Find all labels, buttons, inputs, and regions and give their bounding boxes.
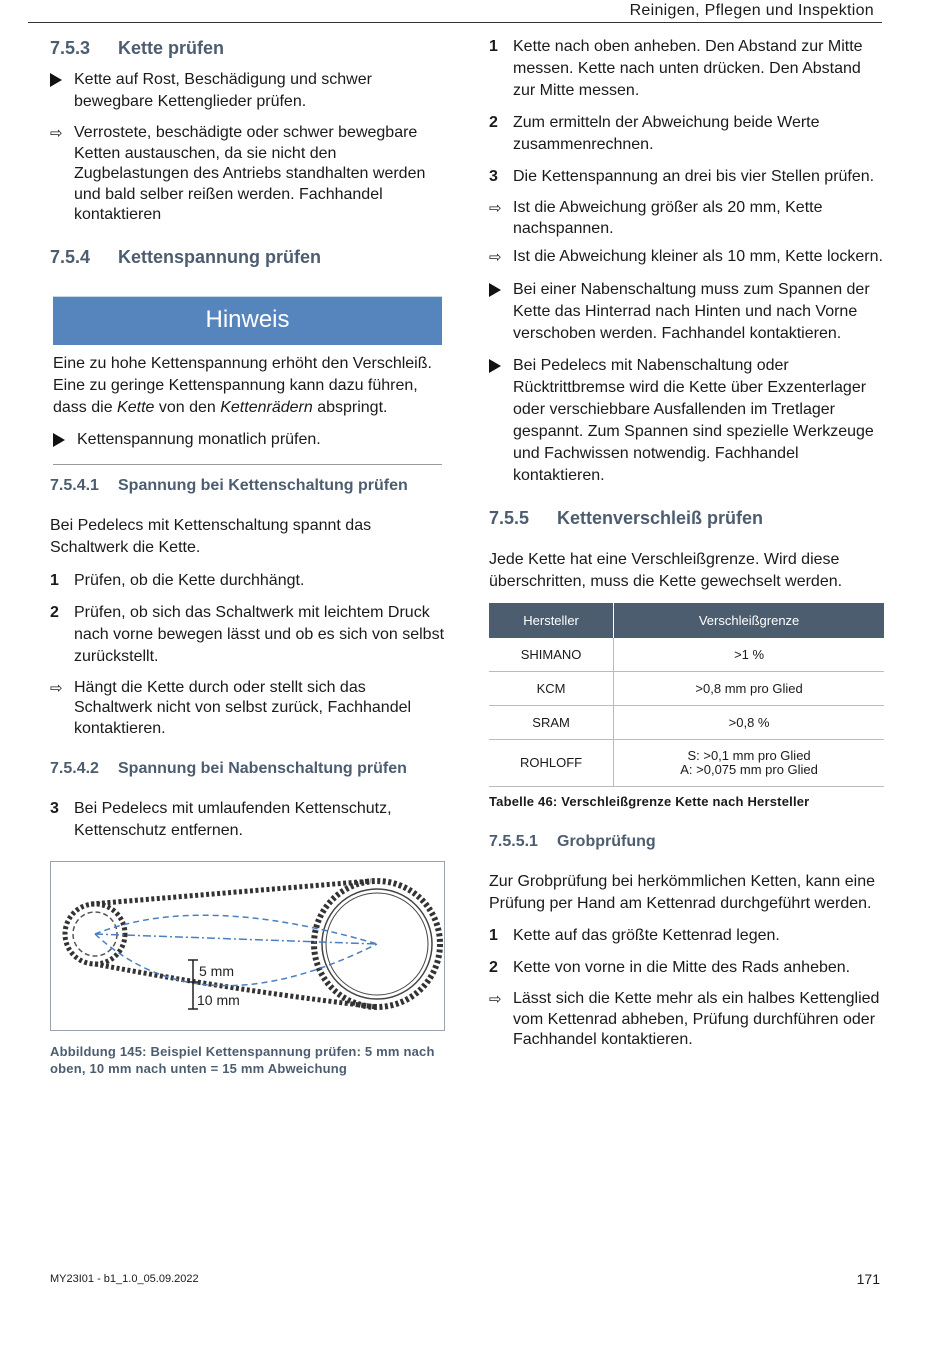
right-column bbox=[489, 36, 884, 1051]
column-header: Hersteller bbox=[489, 603, 614, 638]
step-item: 1 Prüfen, ob die Kette durchhängt. bbox=[50, 571, 305, 589]
header-rule bbox=[28, 22, 882, 23]
section-heading-7-5-4-2: 7.5.4.2 Spannung bei Nabenschaltung prüfen bbox=[50, 760, 407, 777]
step-item: 3 Die Kettenspannung an drei bis vier Stellen prüfen. bbox=[489, 168, 875, 185]
column-header: Verschleißgrenze bbox=[614, 603, 884, 638]
table-row: SRAM >0,8 % bbox=[489, 706, 884, 740]
action-item: Kettenspannung monatlich prüfen. bbox=[53, 429, 445, 454]
label-10mm: 10 mm bbox=[197, 992, 240, 1008]
hinweis-rule bbox=[53, 464, 442, 465]
action-item: Bei einer Nabenschaltung muss zum Spannen der Kette das Hinterrad nach Hinten und nach Vorne verschoben werden. Fachhandel kontaktieren. bbox=[489, 279, 884, 345]
result-item: ⇨ Ist die Abweichung größer als 20 mm, Kette nachspannen. bbox=[489, 198, 884, 239]
result-arrow-icon: ⇨ bbox=[50, 679, 63, 697]
chain-tension-figure bbox=[50, 861, 445, 1031]
table-header-row bbox=[489, 603, 884, 638]
wear-limit-table bbox=[489, 603, 884, 787]
hinweis-notice bbox=[50, 296, 445, 465]
section-heading-7-5-5-1: 7.5.5.1 Grobprüfung bbox=[489, 833, 656, 850]
result-arrow-icon: ⇨ bbox=[489, 200, 502, 217]
hinweis-text: Eine zu hohe Kettenspannung erhöht den Verschleiß. Eine zu geringe Kettenspannung kann dazu führen, dass die Kette von den Kettenrädern abspringt. bbox=[53, 354, 432, 416]
table-caption: Tabelle 46: Verschleißgrenze Kette nach Hersteller bbox=[489, 794, 810, 809]
step-item: 2 Kette von vorne in die Mitte des Rads anheben. bbox=[489, 959, 851, 976]
left-column bbox=[50, 36, 445, 1077]
result-item: ⇨ Ist die Abweichung kleiner als 10 mm, Kette lockern. bbox=[489, 247, 884, 269]
action-triangle-icon bbox=[489, 283, 501, 297]
result-arrow-icon: ⇨ bbox=[489, 991, 502, 1008]
step-item: 3 Bei Pedelecs mit umlaufenden Kettenschutz, Kettenschutz entfernen. bbox=[50, 800, 392, 839]
result-item: ⇨ Lässt sich die Kette mehr als ein halbes Kettenglied vom Kettenrad abheben, Prüfung durchführen oder Fachhandel kontaktieren. bbox=[489, 989, 884, 1051]
action-item: Bei Pedelecs mit Nabenschaltung oder Rücktrittbremse wird die Kette über Exzenterlager oder verschiebbare Ausfallenden im Tretlager gespannt. Zum Spannen sind spezielle Werkzeuge und Fachwissen notwendig. Fachhandel kontaktieren. bbox=[489, 355, 884, 487]
footer-doc-id: MY23I01 - b1_1.0_05.09.2022 bbox=[50, 1273, 199, 1285]
action-triangle-icon bbox=[53, 433, 65, 447]
action-triangle-icon bbox=[489, 359, 501, 373]
table-row: KCM >0,8 mm pro Glied bbox=[489, 672, 884, 706]
step-item: 2 Zum ermitteln der Abweichung beide Werte zusammenrechnen. bbox=[489, 114, 820, 153]
label-5mm: 5 mm bbox=[199, 963, 234, 979]
step-item: 1 Kette nach oben anheben. Den Abstand zur Mitte messen. Kette nach unten drücken. Den Abstand zur Mitte messen. bbox=[489, 38, 863, 99]
figure-caption: Abbildung 145: Beispiel Kettenspannung prüfen: 5 mm nach oben, 10 mm nach unten = 15 mm Abweichung bbox=[50, 1044, 435, 1076]
paragraph: Jede Kette hat eine Verschleißgrenze. Wird diese überschritten, muss die Kette gewechselt werden. bbox=[489, 551, 843, 590]
result-item: ⇨ Hängt die Kette durch oder stellt sich das Schaltwerk nicht von selbst zurück, Fachhandel kontaktieren. bbox=[50, 678, 445, 740]
result-item: ⇨ Verrostete, beschädigte oder schwer bewegbare Ketten austauschen, da sie nicht den Zugbelastungen des Antriebs standhalten werden und bald selber reißen werden. Fachhandel kontaktieren bbox=[50, 123, 445, 226]
chain-drive-illustration bbox=[51, 862, 444, 1028]
paragraph: Bei Pedelecs mit Kettenschaltung spannt das Schaltwerk die Kette. bbox=[50, 516, 372, 556]
result-arrow-icon: ⇨ bbox=[489, 249, 502, 266]
section-heading-7-5-4: 7.5.4 Kettenspannung prüfen bbox=[50, 246, 321, 267]
table-row: ROHLOFF S: >0,1 mm pro Glied A: >0,075 mm pro Glied bbox=[489, 740, 884, 787]
section-heading-7-5-5: 7.5.5 Kettenverschleiß prüfen bbox=[489, 508, 764, 528]
paragraph: Zur Grobprüfung bei herkömmlichen Ketten, kann eine Prüfung per Hand am Kettenrad durchgeführt werden. bbox=[489, 873, 875, 912]
action-triangle-icon bbox=[50, 73, 62, 87]
page-number: 171 bbox=[856, 1271, 880, 1287]
step-item: 1 Kette auf das größte Kettenrad legen. bbox=[489, 927, 780, 944]
action-item: Kette auf Rost, Beschädigung und schwer bewegbare Kettenglieder prüfen. bbox=[50, 69, 445, 113]
running-header: Reinigen, Pflegen und Inspektion bbox=[629, 2, 874, 19]
section-heading-7-5-4-1: 7.5.4.1 Spannung bei Kettenschaltung prüfen bbox=[50, 476, 408, 494]
section-heading-7-5-3: 7.5.3 Kette prüfen bbox=[50, 38, 225, 58]
step-item: 2 Prüfen, ob sich das Schaltwerk mit leichtem Druck nach vorne bewegen lässt und ob es sich von selbst zurückstellt. bbox=[50, 603, 445, 665]
hinweis-label: Hinweis bbox=[53, 296, 442, 345]
result-arrow-icon: ⇨ bbox=[50, 125, 63, 142]
table-row: SHIMANO >1 % bbox=[489, 638, 884, 672]
